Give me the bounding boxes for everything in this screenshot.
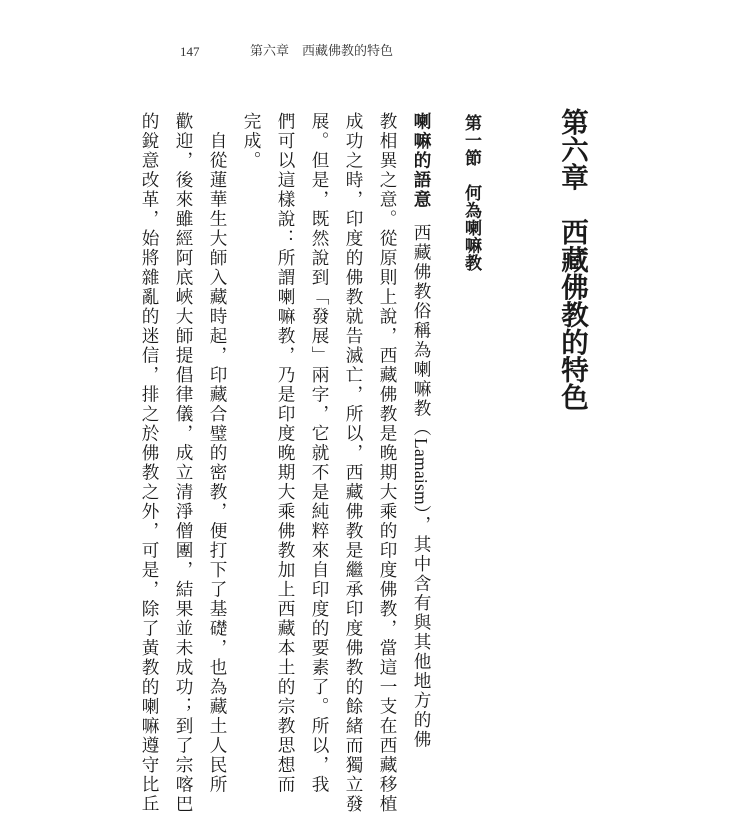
body-line: 成功之時，印度的佛教就告滅亡，所以，西藏佛教是繼承印度佛教的餘緒而獨立發 — [343, 112, 363, 814]
body-line: 的銳意改革，始將雜亂的迷信，排之於佛教之外，可是，除了黃教的喇嘛遵守比丘 — [139, 112, 159, 814]
page-number: 147 — [180, 44, 200, 59]
body-line: 教相異之意。從原則上說，西藏佛教是晚期大乘的印度佛教，當這一支在西藏移植 — [377, 112, 397, 814]
body-line-text: 西藏佛教俗稱為喇嘛教（ — [411, 223, 431, 438]
running-header — [180, 42, 394, 62]
running-chapter-title: 第六章 西藏佛教的特色 — [250, 44, 394, 59]
body-line: 展。但是，既然說到「發展」兩字，它就不是純粹來自印度的要素了。所以，我 — [309, 112, 329, 795]
chapter-title: 第六章 西藏佛教的特色 — [556, 108, 588, 411]
body-line — [404, 112, 438, 750]
run-in-heading: 喇嘛的語意 — [411, 112, 431, 210]
body-line: 們可以這樣說：所謂喇嘛教，乃是印度晚期大乘佛教加上西藏本土的宗教思想而 — [275, 112, 295, 795]
latin-term: Lamaism — [411, 438, 431, 505]
body-line: 完成。 — [241, 112, 261, 171]
section-title: 第一節 何為喇嘛教 — [461, 114, 481, 272]
body-line-text: ），其中含有與其他地方的佛 — [411, 504, 431, 750]
body-line: 自從蓮華生大師入藏時起，印藏合璧的密教，便打下了基礎，也為藏土人民所 — [207, 112, 227, 795]
body-text — [139, 112, 438, 814]
body-line: 歡迎，後來雖經阿底峽大師提倡律儀，成立清淨僧團，結果並未成功；到了宗喀巴 — [173, 112, 193, 814]
